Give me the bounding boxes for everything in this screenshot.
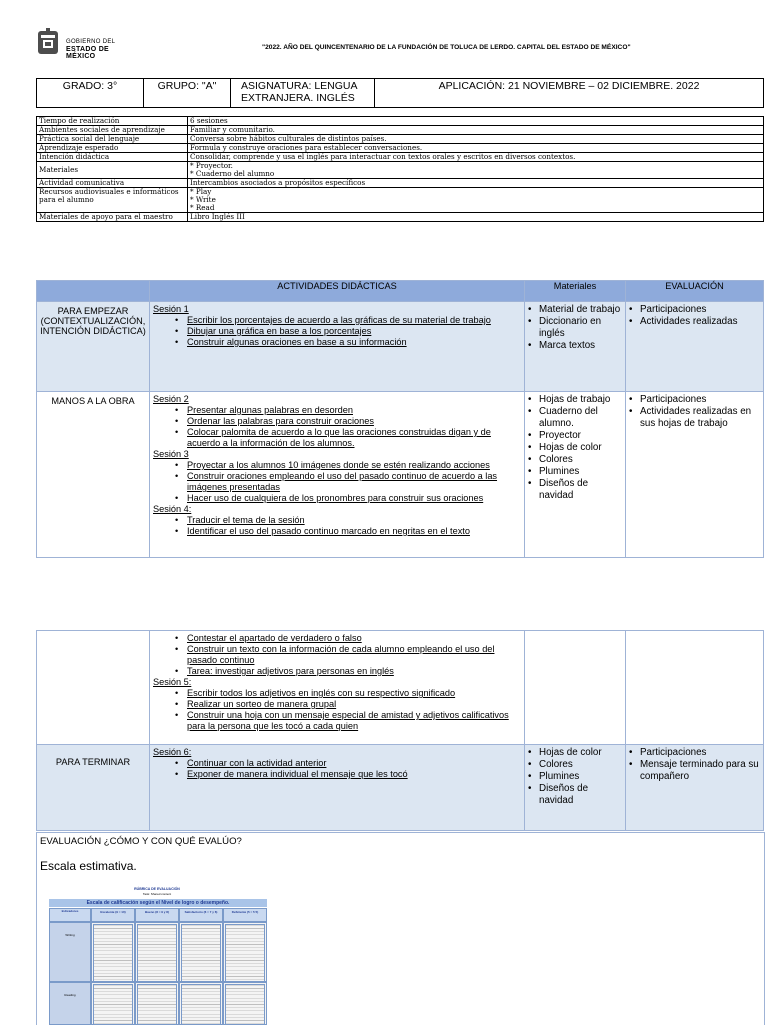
list-item: • Construir oraciones empleando el uso del pasado continuo de acuerdo a las imágenes presentadas xyxy=(153,471,521,493)
list-item: • Material de trabajo xyxy=(527,304,623,316)
application-cell: APLICACIÓN: 21 NOVIEMBRE – 02 DICIEMBRE. 2022 xyxy=(375,79,764,108)
list-item: • Hojas de color xyxy=(527,442,623,454)
rubric-subtitle: Task: Shared content xyxy=(142,892,172,896)
activities-table-continued xyxy=(36,630,764,831)
list-item: • Actividades realizadas xyxy=(628,316,761,328)
list-item: • Tarea: investigar adjetivos para personas en inglés xyxy=(153,666,521,677)
info-value-line: * Proyector. xyxy=(190,161,233,170)
row-para-empezar xyxy=(37,302,764,392)
evaluation-list xyxy=(628,747,761,783)
info-value: Familiar y comunitario. xyxy=(188,126,764,135)
materials-cell xyxy=(525,745,626,831)
list-item: • Proyector xyxy=(527,430,623,442)
materials-list xyxy=(527,304,623,352)
stage-label: PARA EMPEZAR (CONTEXTUALIZACIÓN, INTENCIÓN DIDÁCTICA) xyxy=(37,302,150,392)
info-value-line: * Write xyxy=(190,195,216,204)
info-key: Ambientes sociales de aprendizaje xyxy=(37,126,188,135)
session-title: Sesión 5: xyxy=(153,677,192,687)
session-title: Sesión 6: xyxy=(153,747,192,757)
group-cell: GRUPO: "A" xyxy=(144,79,231,108)
list-item: • Diseños de navidad xyxy=(527,783,623,807)
activities-cell xyxy=(150,392,525,558)
rubric-row-label: Writing xyxy=(49,922,91,982)
rubric-row xyxy=(49,922,267,982)
activity-list xyxy=(153,515,521,537)
rubric-col: Bueno (8 = 9 y 8) xyxy=(135,908,179,922)
evaluation-cell-empty xyxy=(626,631,764,745)
list-item: • Continuar con la actividad anterior xyxy=(153,758,521,769)
government-logo xyxy=(36,28,136,58)
materials-list xyxy=(527,394,623,502)
rubric-col: Satisfactorio (6 = 7 y 6) xyxy=(179,908,223,922)
stage-header xyxy=(37,281,150,302)
session-title: Sesión 1 xyxy=(153,304,189,314)
rubric-row xyxy=(49,982,267,1025)
evaluation-scale: Escala estimativa. xyxy=(40,859,137,873)
evaluation-list xyxy=(628,394,761,430)
info-value xyxy=(188,162,764,179)
list-item: • Participaciones xyxy=(628,747,761,759)
list-item: • Participaciones xyxy=(628,304,761,316)
activity-list xyxy=(153,315,521,348)
info-row xyxy=(37,213,764,222)
row-continuation xyxy=(37,631,764,745)
list-item: • Proyectar a los alumnos 10 imágenes donde se estén realizando acciones xyxy=(153,460,521,471)
info-key: Práctica social del lenguaje xyxy=(37,135,188,144)
list-item: • Plumines xyxy=(527,771,623,783)
list-item: • Escribir los porcentajes de acuerdo a las gráficas de su material de trabajo xyxy=(153,315,521,326)
activity-list xyxy=(153,633,521,677)
rubric-cell xyxy=(135,922,179,982)
list-item: • Hojas de trabajo xyxy=(527,394,623,406)
crest-icon xyxy=(36,28,60,56)
info-value: 6 sesiones xyxy=(188,117,764,126)
session-title: Sesión 3 xyxy=(153,449,189,459)
list-item: • Plumines xyxy=(527,466,623,478)
stage-label: PARA TERMINAR xyxy=(37,745,150,831)
list-item: • Construir algunas oraciones en base a su información xyxy=(153,337,521,348)
rubric-col: Excelente (9 = 10) xyxy=(91,908,135,922)
list-item: • Hacer uso de cualquiera de los pronombres para construir sus oraciones xyxy=(153,493,521,504)
evaluation-header: EVALUACIÓN xyxy=(626,281,764,302)
evaluation-question: EVALUACIÓN ¿CÓMO Y CON QUÉ EVALÚO? xyxy=(40,836,242,847)
rubric-cell xyxy=(223,982,267,1025)
activities-table xyxy=(36,280,764,558)
stage-label-empty xyxy=(37,631,150,745)
activities-cell xyxy=(150,302,525,392)
list-item: • Cuaderno del alumno. xyxy=(527,406,623,430)
info-value-line: * Read xyxy=(190,203,215,212)
materials-cell xyxy=(525,302,626,392)
list-item: • Escribir todos los adjetivos en inglés con su respectivo significado xyxy=(153,688,521,699)
evaluation-cell xyxy=(626,302,764,392)
list-item: • Traducir el tema de la sesión xyxy=(153,515,521,526)
list-item: • Actividades realizadas en sus hojas de trabajo xyxy=(628,406,761,430)
rubric-image xyxy=(44,885,270,1025)
session-title: Sesión 2 xyxy=(153,394,189,404)
list-item: • Presentar algunas palabras en desorden xyxy=(153,405,521,416)
row-manos-a-la-obra xyxy=(37,392,764,558)
materials-cell xyxy=(525,392,626,558)
list-item: • Diccionario en inglés xyxy=(527,316,623,340)
rubric-cell xyxy=(91,982,135,1025)
list-item: • Construir una hoja con un mensaje especial de amistad y adjetivos calificativos para la persona que les tocó a cada quien xyxy=(153,710,521,732)
evaluation-cell xyxy=(626,745,764,831)
materials-cell-empty xyxy=(525,631,626,745)
rubric-col-label: Indicadores xyxy=(49,908,91,922)
list-item: • Exponer de manera individual el mensaje que les tocó xyxy=(153,769,521,780)
rubric-row-label: Reading xyxy=(49,982,91,1025)
info-key: Tiempo de realización xyxy=(37,117,188,126)
info-row xyxy=(37,153,764,162)
info-value: Conversa sobre hábitos culturales de distintos países. xyxy=(188,135,764,144)
info-value-line: * Play xyxy=(190,187,212,196)
info-table xyxy=(36,116,764,222)
info-key: Intención didáctica xyxy=(37,153,188,162)
materials-header: Materiales xyxy=(525,281,626,302)
rubric-cell xyxy=(223,922,267,982)
evaluation-list xyxy=(628,304,761,328)
rubric-col: Deficiente (5 = 5 5) xyxy=(223,908,267,922)
info-key: Recursos audiovisuales e informáticos para el alumno xyxy=(37,188,188,213)
list-item: • Colocar palomita de acuerdo a lo que las oraciones construidas digan y de acuerdo a la información de los alumnos. xyxy=(153,427,521,449)
list-item: • Identificar el uso del pasado continuo marcado en negritas en el texto xyxy=(153,526,521,537)
list-item: • Construir un texto con la información de cada alumno empleando el uso del pasado continuo xyxy=(153,644,521,666)
activities-cell xyxy=(150,631,525,745)
session-title: Sesión 4: xyxy=(153,504,192,514)
info-value-line: * Cuaderno del alumno xyxy=(190,169,275,178)
list-item: • Marca textos xyxy=(527,340,623,352)
info-value: Intercambios asociados a propósitos específicos xyxy=(188,179,764,188)
list-item: • Mensaje terminado para su compañero xyxy=(628,759,761,783)
list-item: • Realizar un sorteo de manera grupal xyxy=(153,699,521,710)
activities-header-row xyxy=(37,281,764,302)
materials-list xyxy=(527,747,623,807)
info-key: Materiales de apoyo para el maestro xyxy=(37,213,188,222)
info-key: Materiales xyxy=(37,162,188,179)
subject-cell xyxy=(231,79,375,108)
rubric-title: RÚBRICA DE EVALUACIÓN xyxy=(134,887,180,891)
rubric-cell xyxy=(179,982,223,1025)
row-para-terminar xyxy=(37,745,764,831)
header-motto: "2022. AÑO DEL QUINCENTENARIO DE LA FUNDACIÓN DE TOLUCA DE LERDO. CAPITAL DEL ESTADO DE MÉXICO" xyxy=(262,44,631,51)
grade-cell: GRADO: 3° xyxy=(37,79,144,108)
logo-line2: ESTADO DE MÉXICO xyxy=(66,46,110,60)
activity-list xyxy=(153,758,521,780)
list-item: • Colores xyxy=(527,454,623,466)
rubric-header-row xyxy=(49,908,267,922)
list-item: • Hojas de color xyxy=(527,747,623,759)
info-value xyxy=(188,188,764,213)
rubric-cell xyxy=(179,922,223,982)
subject-line2: EXTRANJERA. INGLÉS xyxy=(241,92,355,104)
info-value: Consolidar, comprende y usa el inglés para interactuar con textos orales y escritos en diversos contextos. xyxy=(188,153,764,162)
evaluation-cell xyxy=(626,392,764,558)
activity-list xyxy=(153,405,521,449)
list-item: • Colores xyxy=(527,759,623,771)
subject-line1: ASIGNATURA: LENGUA xyxy=(241,80,358,92)
info-value: Formula y construye oraciones para establecer conversaciones. xyxy=(188,144,764,153)
info-value: Libro Inglés III xyxy=(188,213,764,222)
info-key: Actividad comunicativa xyxy=(37,179,188,188)
grade-table xyxy=(36,78,764,108)
list-item: • Dibujar una gráfica en base a los porcentajes xyxy=(153,326,521,337)
stage-label: MANOS A LA OBRA xyxy=(37,392,150,558)
rubric-cell xyxy=(91,922,135,982)
info-key: Aprendizaje esperado xyxy=(37,144,188,153)
logo-line1: GOBIERNO DEL xyxy=(66,39,116,45)
list-item: • Participaciones xyxy=(628,394,761,406)
evaluation-section xyxy=(36,832,765,1025)
activity-list xyxy=(153,688,521,732)
list-item: • Diseños de navidad xyxy=(527,478,623,502)
rubric-cell xyxy=(135,982,179,1025)
info-row xyxy=(37,188,764,213)
activities-cell xyxy=(150,745,525,831)
list-item: • Ordenar las palabras para construir oraciones xyxy=(153,416,521,427)
info-row xyxy=(37,162,764,179)
activities-header: ACTIVIDADES DIDÁCTICAS xyxy=(150,281,525,302)
list-item: • Contestar el apartado de verdadero o falso xyxy=(153,633,521,644)
info-row xyxy=(37,126,764,135)
activity-list xyxy=(153,460,521,504)
rubric-heading: Escala de calificación según el Nivel de logro o desempeño. xyxy=(49,899,267,907)
